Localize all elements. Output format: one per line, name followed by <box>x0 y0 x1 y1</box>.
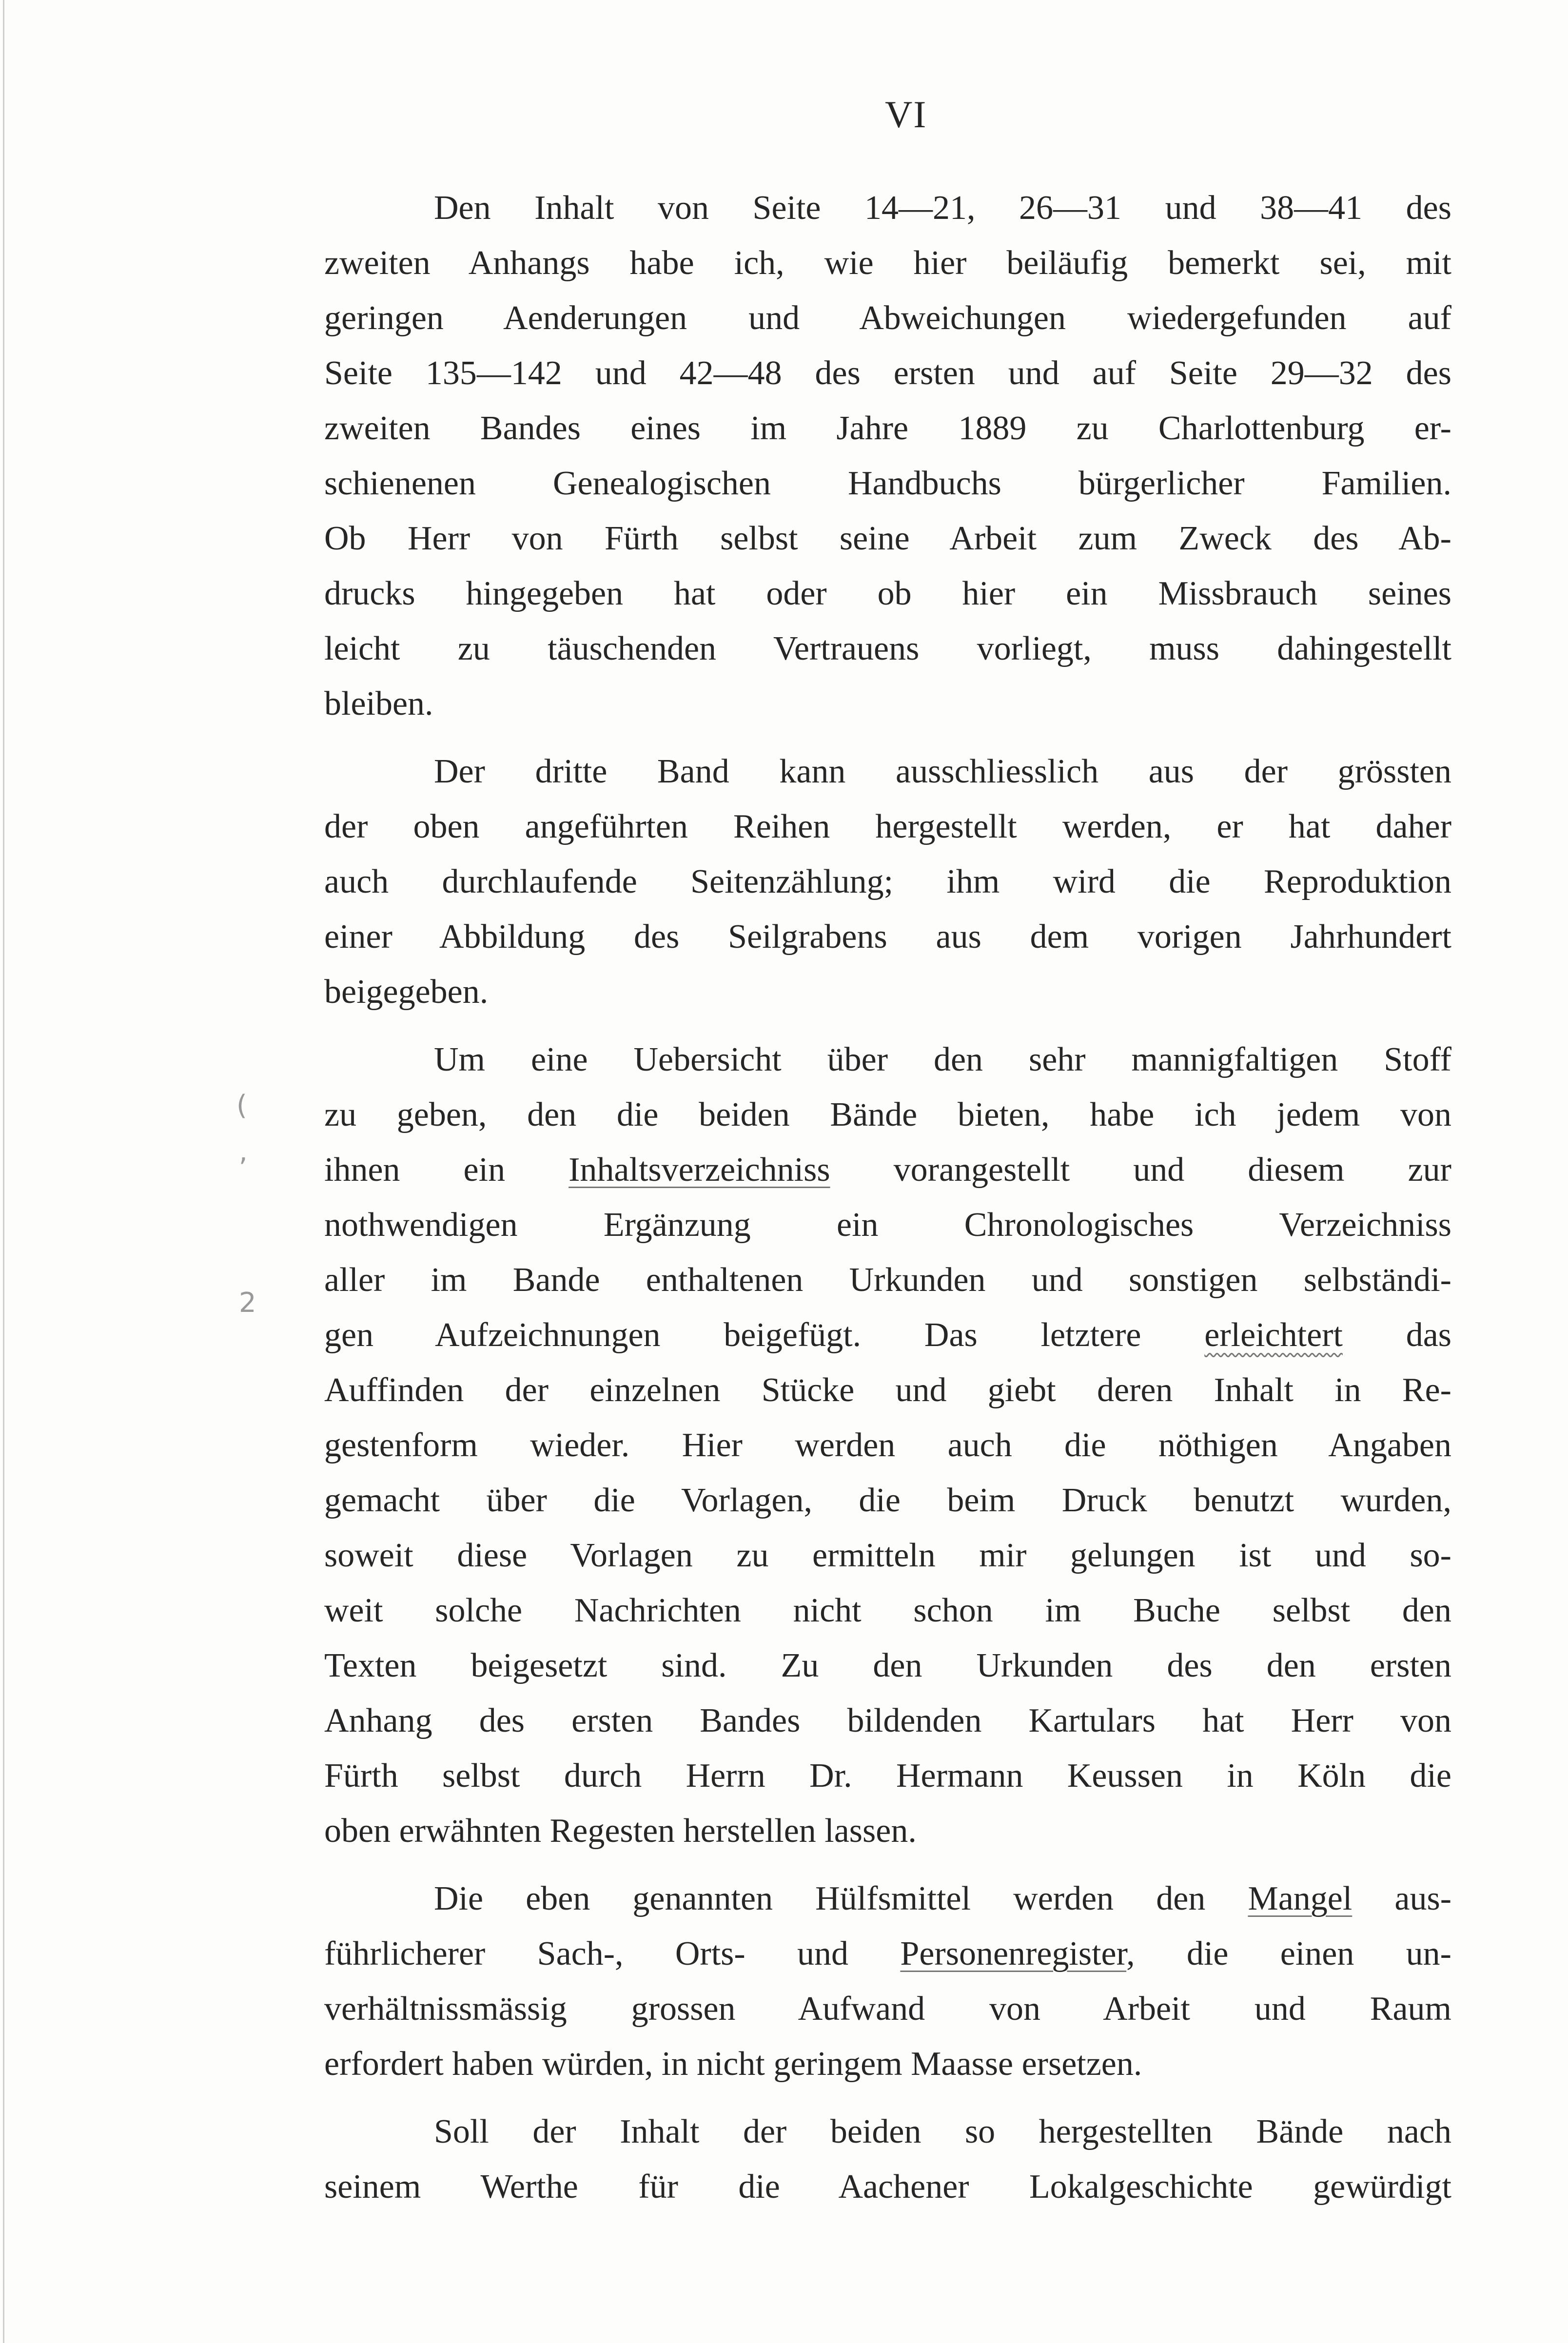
text-line: Um eine Uebersicht über den sehr mannigfaltigen Stoff <box>434 1041 1451 1078</box>
paragraph <box>324 180 1451 731</box>
text-line: geringen Aenderungen und Abweichungen wiedergefunden auf <box>324 299 1451 337</box>
pencil-underlined-word: erleichtert <box>1204 1316 1343 1354</box>
text-line: zweiten Anhangs habe ich, wie hier beiläufig bemerkt sei, mit <box>324 244 1451 282</box>
text-line: Seite 135—142 und 42—48 des ersten und auf Seite 29—32 des <box>324 354 1451 392</box>
paragraph <box>324 2104 1451 2214</box>
text-line: erfordert haben würden, in nicht geringem Maasse ersetzen. <box>324 2045 1142 2083</box>
text-line: oben erwähnten Regesten herstellen lassen. <box>324 1812 917 1850</box>
text-line: Die eben genannten Hülfsmittel werden den Mangel aus- <box>434 1880 1452 1917</box>
text-line: nothwendigen Ergänzung ein Chronologisches Verzeichniss <box>324 1206 1451 1244</box>
pencil-underlined-word: Inhaltsverzeichniss <box>568 1151 830 1189</box>
text-line: gen Aufzeichnungen beigefügt. Das letztere erleichtert das <box>324 1316 1452 1354</box>
text-line: Auffinden der einzelnen Stücke und giebt deren Inhalt in Re- <box>324 1371 1451 1409</box>
text-line: aller im Bande enthaltenen Urkunden und sonstigen selbständi- <box>324 1261 1451 1299</box>
text-line: weit solche Nachrichten nicht schon im Buche selbst den <box>324 1592 1451 1629</box>
text-line: der oben angeführten Reihen hergestellt werden, er hat daher <box>324 808 1451 845</box>
body-text <box>324 180 1451 2227</box>
text-line: Anhang des ersten Bandes bildenden Kartulars hat Herr von <box>324 1702 1451 1739</box>
text-line: drucks hingegeben hat oder ob hier ein Missbrauch seines <box>324 575 1451 612</box>
margin-pencil-mark: ( <box>236 1090 247 1121</box>
pencil-underlined-word: Mangel <box>1248 1880 1352 1917</box>
text-line: Ob Herr von Fürth selbst seine Arbeit zum Zweck des Ab- <box>324 520 1451 557</box>
paragraph <box>324 1032 1451 1858</box>
text-line: auch durchlaufende Seitenzählung; ihm wird die Reproduktion <box>324 863 1451 900</box>
text-line: soweit diese Vorlagen zu ermitteln mir gelungen ist und so- <box>324 1537 1451 1574</box>
text-line: ihnen ein Inhaltsverzeichniss vorangestellt und diesem zur <box>324 1151 1451 1189</box>
text-line: schienenen Genealogischen Handbuchs bürgerlicher Familien. <box>324 465 1451 502</box>
text-line: verhältnissmässig grossen Aufwand von Arbeit und Raum <box>324 1990 1451 2028</box>
text-line: beigegeben. <box>324 973 489 1011</box>
text-line: gestenform wieder. Hier werden auch die nöthigen Angaben <box>324 1426 1451 1464</box>
pencil-underlined-word: Personenregister <box>900 1935 1127 1972</box>
page-number: VI <box>885 93 927 136</box>
text-line: leicht zu täuschenden Vertrauens vorliegt, muss dahingestellt <box>324 630 1451 667</box>
text-line: zu geben, den die beiden Bände bieten, habe ich jedem von <box>324 1096 1451 1133</box>
text-line: Texten beigesetzt sind. Zu den Urkunden des den ersten <box>324 1647 1451 1684</box>
text-line: Soll der Inhalt der beiden so hergestellten Bände nach <box>434 2113 1451 2150</box>
text-line: seinem Werthe für die Aachener Lokalgeschichte gewürdigt <box>324 2168 1451 2206</box>
paragraph <box>324 1871 1451 2091</box>
margin-pencil-mark: , <box>239 1136 248 1168</box>
text-line: gemacht über die Vorlagen, die beim Druck benutzt wurden, <box>324 1482 1451 1519</box>
page-binding-edge <box>3 0 4 2343</box>
text-line: Fürth selbst durch Herrn Dr. Hermann Keussen in Köln die <box>324 1757 1451 1795</box>
text-line: bleiben. <box>324 685 433 722</box>
text-line: zweiten Bandes eines im Jahre 1889 zu Charlottenburg er- <box>324 410 1451 447</box>
text-line: Der dritte Band kann ausschliesslich aus der grössten <box>434 753 1451 790</box>
text-line: einer Abbildung des Seilgrabens aus dem vorigen Jahrhundert <box>324 918 1451 956</box>
text-line: Den Inhalt von Seite 14—21, 26—31 und 38—41 des <box>434 189 1451 227</box>
text-line: führlicherer Sach-, Orts- und Personenregister, die einen un- <box>324 1935 1451 1972</box>
paragraph <box>324 744 1451 1019</box>
margin-pencil-mark: 2 <box>239 1287 256 1319</box>
